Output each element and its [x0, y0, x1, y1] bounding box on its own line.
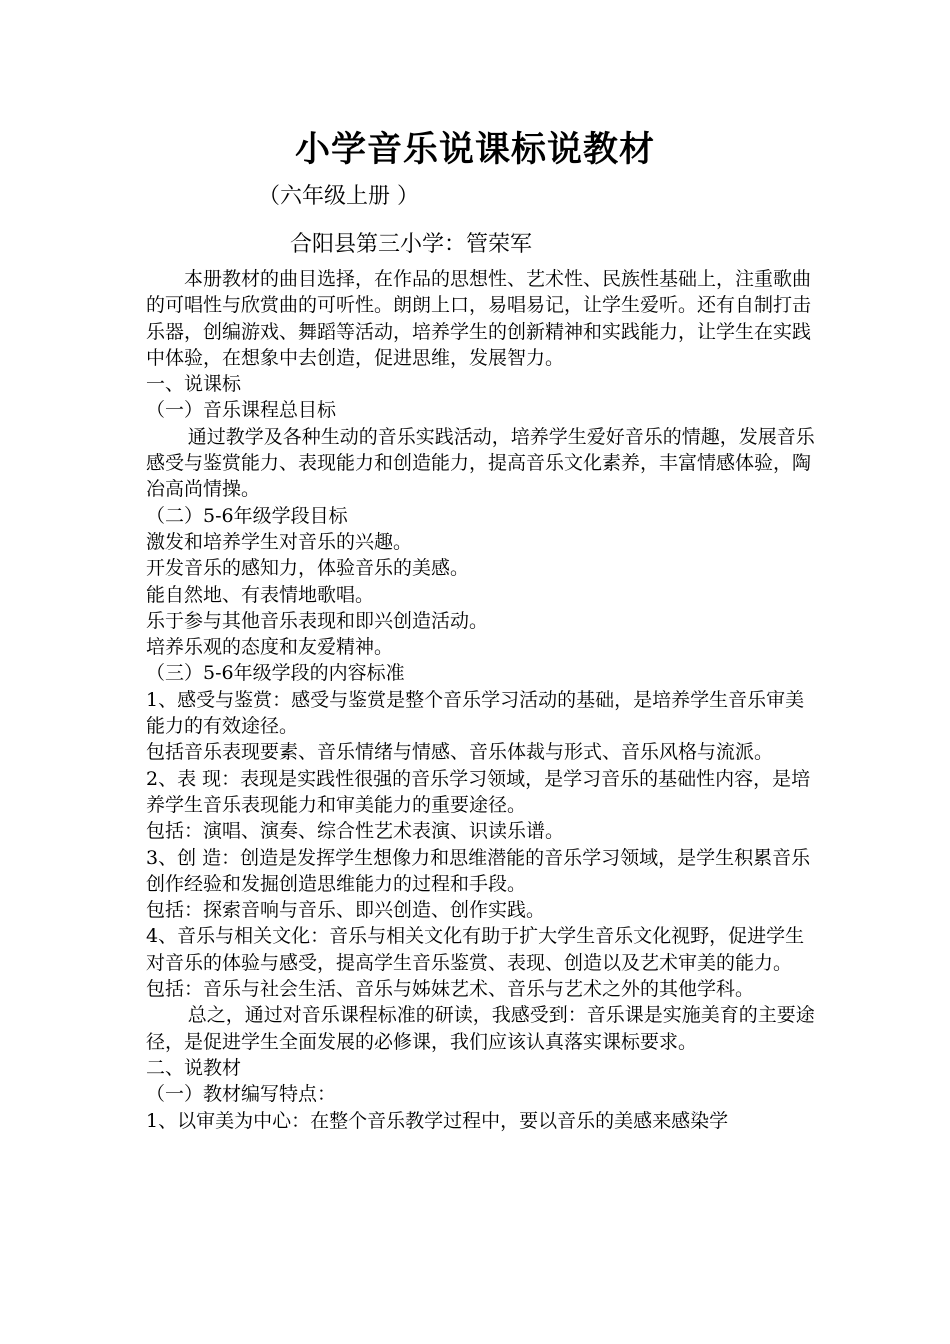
document-title: 小学音乐说课标说教材: [294, 129, 655, 170]
body-paragraph: 3、创 造：创造是发挥学生想像力和思维潜能的音乐学习领域，是学生积累音乐创作经验和发掘创造思维能力的过程和手段。: [146, 846, 811, 895]
body-paragraph: 1、感受与鉴赏：感受与鉴赏是整个音乐学习活动的基础，是培养学生音乐审美能力的有效途径。: [146, 688, 805, 738]
body-paragraph: 包括：探索音响与音乐、即兴创造、创作实践。: [146, 899, 546, 922]
subsection-heading: （三）5-6年级学段的内容标准: [146, 662, 405, 685]
section-heading-textbook: 二、说教材: [146, 1056, 242, 1079]
document-body: [146, 266, 816, 1134]
summary-paragraph: 总之，通过对音乐课程标准的研读，我感受到：音乐课是实施美育的主要途径，是促进学生全面发展的必修课，我们应该认真落实课标要求。: [146, 1004, 815, 1053]
intro-paragraph: 本册教材的曲目选择，在作品的思想性、艺术性、民族性基础上，注重歌曲的可唱性与欣赏曲的可听性。朗朗上口，易唱易记，让学生爱听。还有自制打击乐器，创编游戏、舞蹈等活动，培养学生的创新精神和实践能力，让学生在实践中体验，在想象中去创造，促进思维，发展智力。: [146, 268, 812, 369]
subsection-heading: （一）教材编写特点：: [146, 1083, 337, 1106]
subsection-heading: （一）音乐课程总目标: [146, 399, 337, 422]
list-item: 开发音乐的感知力，体验音乐的美感。: [146, 557, 470, 580]
list-item: 能自然地、有表情地歌唱。: [146, 583, 375, 606]
body-paragraph: 2、表 现：表现是实践性很强的音乐学习领域，是学习音乐的基础性内容，是培养学生音乐表现能力和审美能力的重要途径。: [146, 767, 811, 816]
body-paragraph: 包括音乐表现要素、音乐情绪与情感、音乐体裁与形式、音乐风格与流派。: [146, 741, 774, 764]
list-item: 培养乐观的态度和友爱精神。: [146, 636, 394, 659]
body-paragraph: 4、音乐与相关文化：音乐与相关文化有助于扩大学生音乐文化视野，促进学生对音乐的体验与感受，提高学生音乐鉴赏、表现、创造以及艺术审美的能力。: [146, 925, 805, 974]
list-item: 乐于参与其他音乐表现和即兴创造活动。: [146, 609, 489, 632]
body-paragraph: 包括：演唱、演奏、综合性艺术表演、识读乐谱。: [146, 820, 565, 843]
body-paragraph: 1、以审美为中心：在整个音乐教学过程中，要以音乐的美感来感染学: [146, 1109, 729, 1132]
list-item: 激发和培养学生对音乐的兴趣。: [146, 530, 413, 553]
subsection-heading: （二）5-6年级学段目标: [146, 504, 348, 527]
document-subtitle: （六年级上册 ）: [258, 184, 419, 209]
section-heading-curriculum: 一、说课标: [146, 373, 242, 396]
document-author: 合阳县第三小学：管荣军: [290, 232, 533, 257]
body-paragraph: 包括：音乐与社会生活、音乐与姊妹艺术、音乐与艺术之外的其他学科。: [146, 978, 755, 1001]
body-paragraph: 通过教学及各种生动的音乐实践活动，培养学生爱好音乐的情趣，发展音乐感受与鉴赏能力、表现能力和创造能力，提高音乐文化素养，丰富情感体验，陶冶高尚情操。: [146, 425, 815, 501]
